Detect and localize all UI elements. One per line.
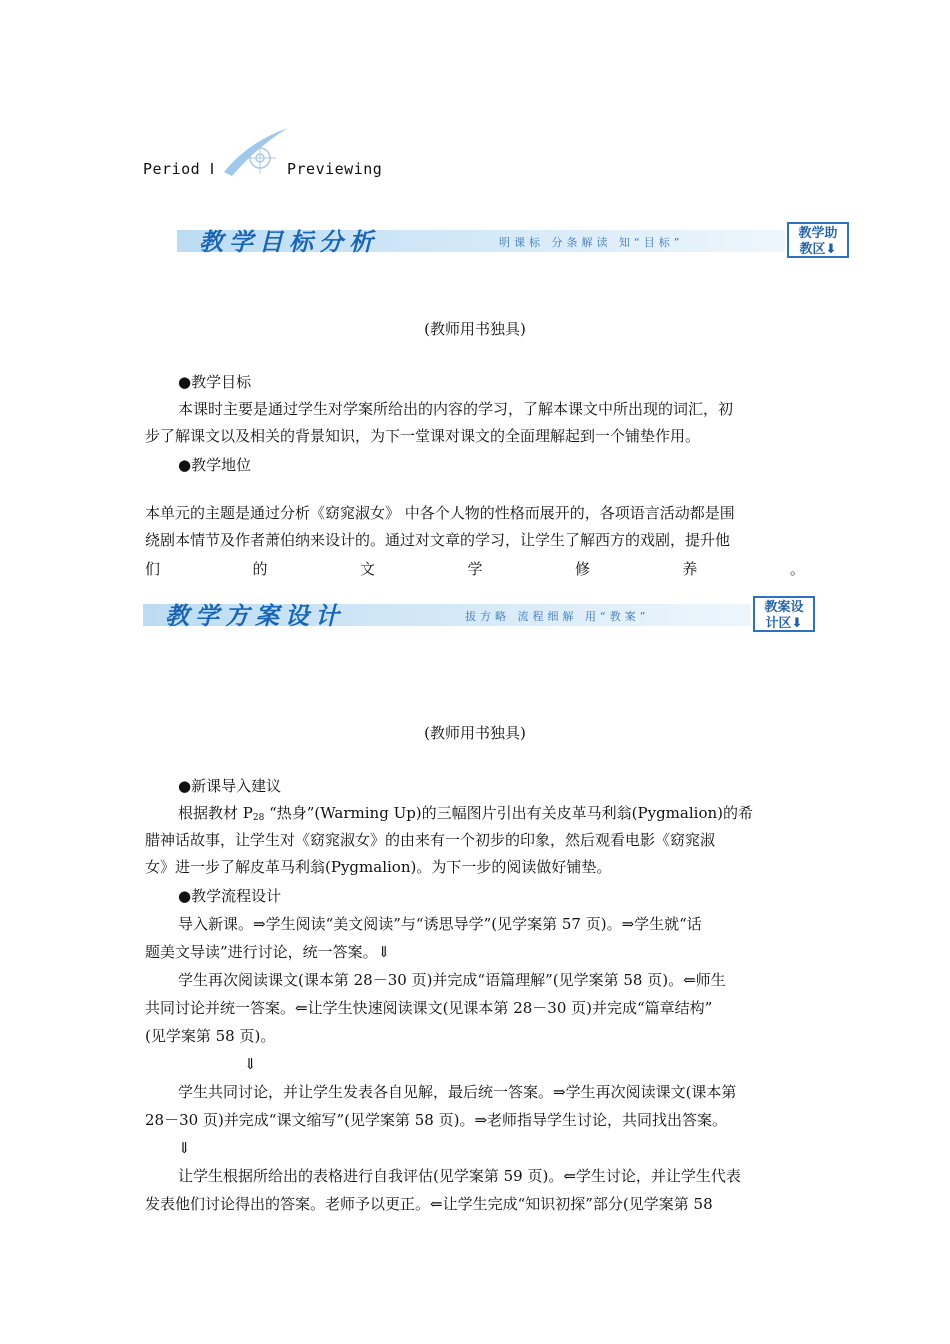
period-label: Period Ⅰ	[143, 160, 215, 178]
paragraph-line: 本单元的主题是通过分析《窈窕淑女》 中各个人物的性格而展开的，各项语言活动都是围	[145, 504, 735, 522]
char: 文	[359, 560, 375, 578]
banner-title: 教学方案设计	[165, 601, 345, 630]
paragraph-line: 学生再次阅读课文(课本第 28－30 页)并完成“语篇理解”(见学案第 58 页)。⇐师生	[178, 971, 726, 989]
banner-badge	[787, 222, 849, 258]
arrow-down-icon: ⬇	[791, 616, 803, 631]
down-arrow: ⇓	[178, 1139, 191, 1157]
heading-new-lesson: ●新课导入建议	[178, 777, 282, 795]
teacher-only-note: (教师用书独具)	[424, 724, 526, 742]
page-subscript: 28	[252, 813, 265, 823]
text-part: 根据教材 P	[178, 804, 253, 822]
badge-line1: 教学助	[798, 226, 838, 241]
paragraph-line: 让学生根据所给出的表格进行自我评估(见学案第 59 页)。⇐学生讨论，并让学生代表	[178, 1167, 741, 1185]
paragraph-line: 腊神话故事，让学生对《窈窕淑女》的由来有一个初步的印象，然后观看电影《窈窕淑	[145, 831, 716, 849]
paragraph-line: 本课时主要是通过学生对学案所给出的内容的学习，了解本课文中所出现的词汇，初	[178, 400, 734, 418]
paragraph-line: 学生共同讨论，并让学生发表各自见解，最后统一答案。⇒学生再次阅读课文(课本第	[178, 1083, 737, 1101]
paragraph-line	[178, 803, 753, 828]
compass-swoosh-icon	[218, 124, 292, 184]
section-banner-goals	[177, 222, 849, 260]
badge-line1: 教案设	[764, 600, 804, 615]
char: 的	[252, 560, 268, 578]
paragraph-line: 28－30 页)并完成“课文缩写”(见学案第 58 页)。⇒老师指导学生讨论，共同找出答案。	[145, 1111, 728, 1129]
banner-badge	[753, 596, 815, 632]
heading-teaching-position: ●教学地位	[178, 456, 252, 474]
heading-teaching-goal: ●教学目标	[178, 373, 252, 391]
banner-subtitle: 明课标 分条解读 知“目标”	[499, 236, 684, 249]
banner-title: 教学目标分析	[199, 227, 379, 256]
arrow-down-icon: ⬇	[825, 242, 837, 257]
teacher-only-note: (教师用书独具)	[424, 320, 526, 338]
paragraph-line: 题美文导读”进行讨论，统一答案。⇓	[145, 943, 391, 961]
down-arrow: ⇓	[244, 1055, 257, 1073]
justified-line	[145, 558, 805, 579]
char: 养	[682, 560, 698, 578]
paragraph-line: 步了解课文以及相关的背景知识，为下一堂课对课文的全面理解起到一个铺垫作用。	[145, 427, 701, 445]
paragraph-line: 共同讨论并统一答案。⇐让学生快速阅读课文(见课本第 28－30 页)并完成“篇章结构”	[145, 999, 713, 1017]
char: 们	[145, 560, 161, 578]
paragraph-line: 女》进一步了解皮革马利翁(Pygmalion)。为下一步的阅读做好铺垫。	[145, 858, 612, 876]
char: 修	[574, 560, 590, 578]
paragraph-line: 导入新课。⇒学生阅读“美文阅读”与“诱思导学”(见学案第 57 页)。⇒学生就“话	[178, 915, 702, 933]
heading-flow-design: ●教学流程设计	[178, 887, 282, 905]
badge-line2: 计区	[765, 616, 792, 631]
paragraph-line: 绕剧本情节及作者萧伯纳来设计的。通过对文章的学习，让学生了解西方的戏剧，提升他	[145, 531, 731, 549]
banner-subtitle: 拔方略 流程细解 用“教案”	[465, 610, 650, 623]
paragraph-line: (见学案第 58 页)。	[145, 1027, 276, 1045]
char: 学	[467, 560, 483, 578]
text-part: “热身”(Warming Up)的三幅图片引出有关皮革马利翁(Pygmalion)的希	[264, 804, 753, 822]
section-banner-design	[143, 596, 815, 634]
paragraph-line: 发表他们讨论得出的答案。老师予以更正。⇐让学生完成“知识初探”部分(见学案第 58	[145, 1195, 713, 1213]
previewing-label: Previewing	[287, 160, 383, 178]
char: 。	[789, 560, 805, 578]
badge-line2: 教区	[799, 242, 826, 257]
